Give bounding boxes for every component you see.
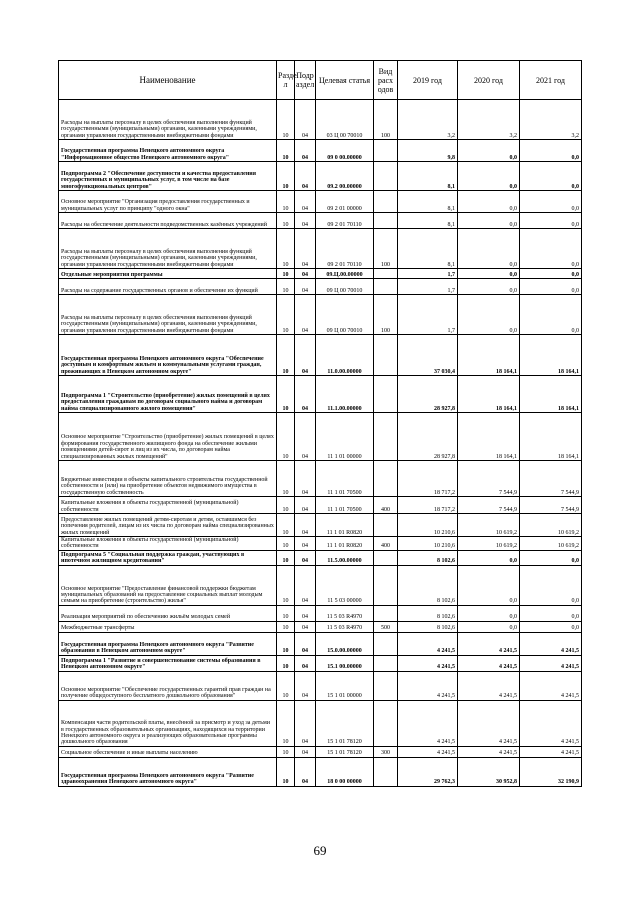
row-2021: 0,0: [520, 229, 582, 269]
row-podrazdel: 04: [295, 655, 316, 671]
row-2020: 0,0: [458, 279, 520, 295]
header-podrazdel: Подр аздел: [295, 61, 316, 100]
row-2019: 1,7: [398, 279, 458, 295]
row-2019: 8,1: [398, 229, 458, 269]
row-2020: 0,0: [458, 550, 520, 565]
table-header-row: [59, 61, 582, 100]
row-target-article: 09 Ц 00 70010: [316, 279, 374, 295]
row-razdel: 10: [277, 655, 295, 671]
row-name: Подпрограмма 5 "Социальная поддержка граждан, участвующих в ипотечном жилищном кредитовании": [59, 550, 277, 565]
row-razdel: 10: [277, 497, 295, 514]
row-target-article: 11.0.00.00000: [316, 335, 374, 376]
row-2019: 18 717,2: [398, 497, 458, 514]
row-2019: 4 241,5: [398, 671, 458, 700]
table-row: [59, 335, 582, 376]
row-target-article: 11 1 01 70500: [316, 497, 374, 514]
row-name: Расходы на выплаты персоналу в целях обеспечения выполнения функций государственными (муниципальными) органами, казенными учреждениями, органами управления государственными внебюджетными фондами: [59, 100, 277, 140]
table-row: [59, 757, 582, 786]
row-razdel: 10: [277, 100, 295, 140]
row-2021: 0,0: [520, 621, 582, 632]
row-2020: 4 241,5: [458, 632, 520, 655]
row-expense-type: [374, 605, 398, 621]
row-name: Социальное обеспечение и иные выплаты населению: [59, 746, 277, 757]
table-row: [59, 269, 582, 279]
row-name: Основное мероприятие "Строительство (приобретение) жилых помещений в целях формирования государственного жилищного фонда на обеспечение жилыми помещениями детей-сирот и лиц из их числа, по договорам найма специализированных жилых помещений": [59, 413, 277, 461]
row-target-article: 09 2 01 00000: [316, 191, 374, 213]
row-razdel: 10: [277, 335, 295, 376]
table-row: [59, 100, 582, 140]
row-2019: 8,1: [398, 213, 458, 229]
row-target-article: 11.1.00.00000: [316, 376, 374, 413]
row-podrazdel: 04: [295, 335, 316, 376]
row-2021: 0,0: [520, 213, 582, 229]
row-razdel: 10: [277, 605, 295, 621]
row-razdel: 10: [277, 279, 295, 295]
row-target-article: 09 2 01 70110: [316, 213, 374, 229]
row-expense-type: [374, 757, 398, 786]
row-podrazdel: 04: [295, 191, 316, 213]
row-razdel: 10: [277, 550, 295, 565]
table-row: [59, 514, 582, 537]
row-expense-type: [374, 191, 398, 213]
row-target-article: 11 5 03 R4970: [316, 605, 374, 621]
row-2020: 0,0: [458, 162, 520, 191]
row-name: Подпрограмма 1 "Строительство (приобретение) жилых помещений в целях предоставления гражданам по договорам социального найма и договорам найма специализированного жилого помещения": [59, 376, 277, 413]
row-expense-type: [374, 335, 398, 376]
row-2021: 18 164,1: [520, 376, 582, 413]
row-2019: 10 210,6: [398, 537, 458, 551]
row-expense-type: [374, 514, 398, 537]
row-2020: 10 619,2: [458, 514, 520, 537]
row-2021: 0,0: [520, 140, 582, 162]
row-2019: 8 102,6: [398, 621, 458, 632]
row-target-article: 11 1 01 R0820: [316, 537, 374, 551]
row-razdel: 10: [277, 621, 295, 632]
row-razdel: 10: [277, 537, 295, 551]
row-name: Предоставление жилых помещений детям-сиротам и детям, оставшимся без попечения родителей, лицам из их числа по договорам найма специализированных жилых помещений: [59, 514, 277, 537]
row-2019: 8 102,6: [398, 605, 458, 621]
row-name: Расходы на содержание государственных органов и обеспечение их функций: [59, 279, 277, 295]
row-2019: 8 102,6: [398, 565, 458, 605]
row-target-article: 11.5.00.00000: [316, 550, 374, 565]
row-2021: 0,0: [520, 550, 582, 565]
row-target-article: 09.2 00.00000: [316, 162, 374, 191]
row-2020: 18 164,1: [458, 335, 520, 376]
table-row: [59, 191, 582, 213]
row-2021: 0,0: [520, 191, 582, 213]
table-row: [59, 746, 582, 757]
row-2021: 0,0: [520, 279, 582, 295]
row-expense-type: 100: [374, 229, 398, 269]
row-2020: 30 952,8: [458, 757, 520, 786]
row-expense-type: [374, 550, 398, 565]
table-row: [59, 632, 582, 655]
row-target-article: 11 1 01 R0820: [316, 514, 374, 537]
row-2020: 0,0: [458, 269, 520, 279]
row-podrazdel: 04: [295, 100, 316, 140]
row-target-article: 11 1 01 00000: [316, 413, 374, 461]
row-target-article: 11 5 03 00000: [316, 565, 374, 605]
row-2019: 37 030,4: [398, 335, 458, 376]
row-2019: 1,7: [398, 269, 458, 279]
table-row: [59, 655, 582, 671]
row-2020: 7 544,9: [458, 461, 520, 497]
row-2019: 3,2: [398, 100, 458, 140]
row-razdel: 10: [277, 140, 295, 162]
row-name: Компенсация части родительской платы, внесённой за присмотр и уход за детьми в государственных образовательных организациях, находящихся на территории Ненецкого автономного округа и реализующих образовательные программы дошкольного образования: [59, 700, 277, 746]
row-podrazdel: 04: [295, 565, 316, 605]
row-expense-type: [374, 655, 398, 671]
row-target-article: 09.Ц.00.00000: [316, 269, 374, 279]
row-razdel: 10: [277, 295, 295, 335]
table-body: [59, 100, 582, 787]
row-expense-type: [374, 461, 398, 497]
row-2021: 4 241,5: [520, 655, 582, 671]
row-razdel: 10: [277, 376, 295, 413]
row-2019: 4 241,5: [398, 655, 458, 671]
row-razdel: 10: [277, 700, 295, 746]
row-2019: 10 210,6: [398, 514, 458, 537]
table-row: [59, 162, 582, 191]
row-name: Основное мероприятие "Обеспечение государственных гарантий прав граждан на получение общедоступного бесплатного дошкольного образования": [59, 671, 277, 700]
row-podrazdel: 04: [295, 621, 316, 632]
row-name: Основное мероприятие "Организация предоставления государственных и муниципальных услуг по принципу "одного окна": [59, 191, 277, 213]
row-2020: 10 619,2: [458, 537, 520, 551]
row-2020: 0,0: [458, 229, 520, 269]
row-2019: 8,1: [398, 162, 458, 191]
table-row: [59, 376, 582, 413]
row-2021: 4 241,5: [520, 746, 582, 757]
row-podrazdel: 04: [295, 605, 316, 621]
table-row: [59, 671, 582, 700]
row-expense-type: [374, 140, 398, 162]
row-2020: 18 164,1: [458, 413, 520, 461]
row-expense-type: [374, 162, 398, 191]
row-podrazdel: 04: [295, 413, 316, 461]
row-podrazdel: 04: [295, 461, 316, 497]
row-target-article: 18 0 00 00000: [316, 757, 374, 786]
row-target-article: 15 1 01 00000: [316, 671, 374, 700]
row-2021: 7 544,9: [520, 497, 582, 514]
row-2020: 18 164,1: [458, 376, 520, 413]
row-podrazdel: 04: [295, 497, 316, 514]
row-name: Реализация мероприятий по обеспечению жильём молодых семей: [59, 605, 277, 621]
row-2021: 3,2: [520, 100, 582, 140]
row-2020: 0,0: [458, 621, 520, 632]
header-target-article: Целевая статья: [316, 61, 374, 100]
row-2020: 0,0: [458, 295, 520, 335]
row-podrazdel: 04: [295, 269, 316, 279]
row-target-article: 11 5 03 R4970: [316, 621, 374, 632]
row-razdel: 10: [277, 632, 295, 655]
row-razdel: 10: [277, 269, 295, 279]
row-expense-type: 100: [374, 100, 398, 140]
row-2021: 32 190,9: [520, 757, 582, 786]
row-2021: 0,0: [520, 565, 582, 605]
row-razdel: 10: [277, 461, 295, 497]
row-2020: 4 241,5: [458, 700, 520, 746]
row-expense-type: [374, 700, 398, 746]
row-2021: 10 619,2: [520, 537, 582, 551]
header-2019: 2019 год: [398, 61, 458, 100]
row-podrazdel: 04: [295, 279, 316, 295]
row-2021: 4 241,5: [520, 632, 582, 655]
row-2021: 7 544,9: [520, 461, 582, 497]
row-2020: 0,0: [458, 213, 520, 229]
row-2020: 4 241,5: [458, 746, 520, 757]
row-razdel: 10: [277, 213, 295, 229]
row-name: Государственная программа Ненецкого автономного округа "Развитие образования в Ненецком автономном округе": [59, 632, 277, 655]
table-row: [59, 279, 582, 295]
row-razdel: 10: [277, 229, 295, 269]
row-target-article: 15.1 00.00000: [316, 655, 374, 671]
row-name: Подпрограмма 1 "Развитие и совершенствование системы образования в Ненецком автономном округе": [59, 655, 277, 671]
row-target-article: 15 1 01 78120: [316, 746, 374, 757]
table-row: [59, 295, 582, 335]
row-razdel: 10: [277, 514, 295, 537]
header-razdel: Разде л: [277, 61, 295, 100]
row-2019: 18 717,2: [398, 461, 458, 497]
row-podrazdel: 04: [295, 671, 316, 700]
row-expense-type: [374, 213, 398, 229]
row-razdel: 10: [277, 413, 295, 461]
row-2021: 4 241,5: [520, 671, 582, 700]
row-podrazdel: 04: [295, 213, 316, 229]
row-2019: 28 927,8: [398, 413, 458, 461]
row-expense-type: 400: [374, 497, 398, 514]
row-name: Государственная программа Ненецкого автономного округа "Развитие здравоохранения Ненецкого автономного округа": [59, 757, 277, 786]
row-name: Отдельные мероприятия программы: [59, 269, 277, 279]
row-name: Государственная программа Ненецкого автономного округа "Информационное общество Ненецкого автономного округа": [59, 140, 277, 162]
row-2021: 18 164,1: [520, 335, 582, 376]
row-name: Подпрограмма 2 "Обеспечение доступности и качества предоставления государственных и муниципальных услуг, в том числе на базе многофункциональных центров": [59, 162, 277, 191]
row-target-article: 09 2 01 70110: [316, 229, 374, 269]
table-row: [59, 497, 582, 514]
row-podrazdel: 04: [295, 514, 316, 537]
row-2019: 4 241,5: [398, 632, 458, 655]
row-expense-type: 500: [374, 621, 398, 632]
row-2019: 4 241,5: [398, 700, 458, 746]
row-name: Капитальные вложения в объекты государственной (муниципальной) собственности: [59, 537, 277, 551]
row-2020: 0,0: [458, 565, 520, 605]
row-2021: 0,0: [520, 162, 582, 191]
row-name: Основное мероприятие "Предоставление финансовой поддержки бюджетам муниципальных образований на предоставление социальных выплат молодым семьям на приобретение (строительство) жилья": [59, 565, 277, 605]
table-row: [59, 700, 582, 746]
row-podrazdel: 04: [295, 140, 316, 162]
row-2019: 1,7: [398, 295, 458, 335]
row-name: Капитальные вложения в объекты государственной (муниципальной) собственности: [59, 497, 277, 514]
row-expense-type: [374, 413, 398, 461]
row-2020: 0,0: [458, 140, 520, 162]
row-podrazdel: 04: [295, 700, 316, 746]
row-expense-type: [374, 376, 398, 413]
row-podrazdel: 04: [295, 757, 316, 786]
row-expense-type: [374, 671, 398, 700]
row-target-article: 03 Ц 00 70010: [316, 100, 374, 140]
row-target-article: 09 0 00.00000: [316, 140, 374, 162]
row-podrazdel: 04: [295, 537, 316, 551]
row-2019: 9,8: [398, 140, 458, 162]
row-expense-type: 300: [374, 746, 398, 757]
table-row: [59, 140, 582, 162]
table-row: [59, 229, 582, 269]
row-name: Бюджетные инвестиции в объекты капитального строительства государственной собственности и (или) на приобретение объектов недвижимого имущества в государственную собственность: [59, 461, 277, 497]
row-razdel: 10: [277, 162, 295, 191]
row-razdel: 10: [277, 746, 295, 757]
budget-table: [58, 60, 582, 787]
table-row: [59, 621, 582, 632]
row-target-article: 15.0.00.00000: [316, 632, 374, 655]
table-row: [59, 605, 582, 621]
row-razdel: 10: [277, 671, 295, 700]
row-expense-type: [374, 269, 398, 279]
table-row: [59, 461, 582, 497]
row-razdel: 10: [277, 191, 295, 213]
row-target-article: 15 1 01 78120: [316, 700, 374, 746]
page-number: 69: [313, 843, 327, 858]
row-podrazdel: 04: [295, 376, 316, 413]
row-expense-type: 100: [374, 295, 398, 335]
table-row: [59, 213, 582, 229]
row-2020: 3,2: [458, 100, 520, 140]
table-row: [59, 550, 582, 565]
row-2021: 18 164,1: [520, 413, 582, 461]
header-2020: 2020 год: [458, 61, 520, 100]
row-name: Государственная программа Ненецкого автономного округа "Обеспечение доступным и комфортным жильем и коммунальными услугами граждан, проживающих в Ненецком автономном округе": [59, 335, 277, 376]
row-razdel: 10: [277, 757, 295, 786]
row-podrazdel: 04: [295, 746, 316, 757]
row-target-article: 09 Ц 00 70010: [316, 295, 374, 335]
row-2019: 28 927,8: [398, 376, 458, 413]
row-2019: 29 762,3: [398, 757, 458, 786]
row-razdel: 10: [277, 565, 295, 605]
row-podrazdel: 04: [295, 550, 316, 565]
row-name: Расходы на выплаты персоналу в целях обеспечения выполнения функций государственными (муниципальными) органами, казенными учреждениями, органами управления государственными внебюджетными фондами: [59, 295, 277, 335]
row-expense-type: [374, 565, 398, 605]
row-2020: 7 544,9: [458, 497, 520, 514]
row-name: Расходы на выплаты персоналу в целях обеспечения выполнения функций государственными (муниципальными) органами, казенными учреждениями, органами управления государственными внебюджетными фондами: [59, 229, 277, 269]
row-podrazdel: 04: [295, 162, 316, 191]
row-2020: 0,0: [458, 191, 520, 213]
row-target-article: 11 1 01 70500: [316, 461, 374, 497]
row-2020: 4 241,5: [458, 671, 520, 700]
row-2021: 0,0: [520, 269, 582, 279]
row-expense-type: 400: [374, 537, 398, 551]
row-expense-type: [374, 279, 398, 295]
header-2021: 2021 год: [520, 61, 582, 100]
row-2019: 8,1: [398, 191, 458, 213]
row-podrazdel: 04: [295, 632, 316, 655]
table-row: [59, 413, 582, 461]
row-expense-type: [374, 632, 398, 655]
row-2021: 0,0: [520, 605, 582, 621]
row-2021: 0,0: [520, 295, 582, 335]
row-2021: 10 619,2: [520, 514, 582, 537]
table-row: [59, 565, 582, 605]
row-podrazdel: 04: [295, 295, 316, 335]
row-name: Межбюджетные трансферты: [59, 621, 277, 632]
header-expense-type: Вид расх одов: [374, 61, 398, 100]
row-2020: 0,0: [458, 605, 520, 621]
row-name: Расходы на обеспечение деятельности подведомственных казённых учреждений: [59, 213, 277, 229]
row-podrazdel: 04: [295, 229, 316, 269]
row-2021: 4 241,5: [520, 700, 582, 746]
header-name: Наименование: [59, 61, 277, 100]
row-2019: 8 102,6: [398, 550, 458, 565]
row-2020: 4 241,5: [458, 655, 520, 671]
row-2019: 4 241,5: [398, 746, 458, 757]
table-row: [59, 537, 582, 551]
